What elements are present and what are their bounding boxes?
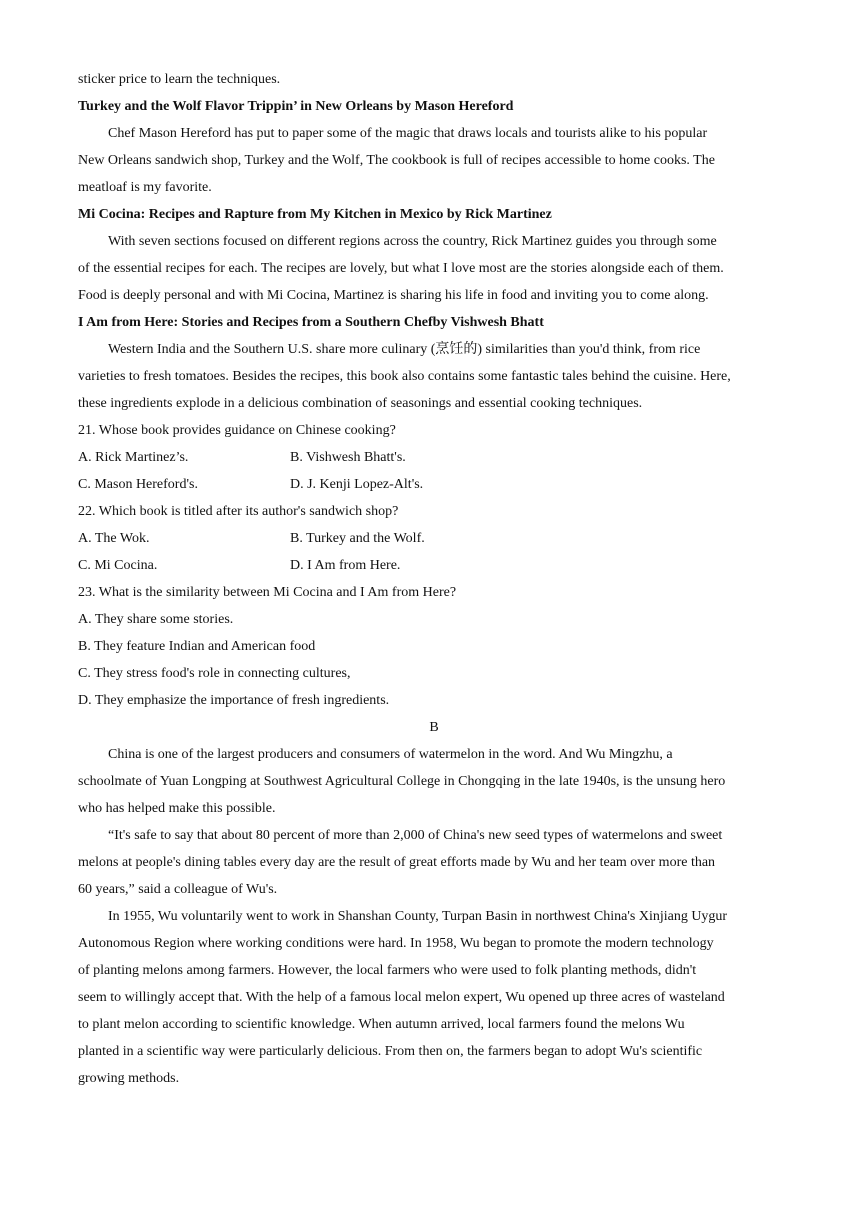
question-21-option-c: C. Mason Hereford's. (78, 477, 198, 492)
book-text-line: New Orleans sandwich shop, Turkey and the Wolf, The cookbook is full of recipes accessible to home cooks. The (78, 153, 715, 168)
question-23-stem: 23. What is the similarity between Mi Cocina and I Am from Here? (78, 585, 457, 600)
question-21-option-b: B. Vishwesh Bhatt's. (290, 450, 406, 465)
question-22-option-a: A. The Wok. (78, 531, 150, 546)
book-text-line: varieties to fresh tomatoes. Besides the recipes, this book also contains some fantastic tales behind the cuisine. Here, (78, 369, 731, 384)
question-23-option-b: B. They feature Indian and American food (78, 639, 316, 654)
passage-b-line: In 1955, Wu voluntarily went to work in Shanshan County, Turpan Basin in northwest China's Xinjiang Uygur (108, 909, 728, 924)
question-23-option-a: A. They share some stories. (78, 612, 234, 627)
question-22-option-c: C. Mi Cocina. (78, 558, 158, 573)
passage-b-line: China is one of the largest producers and consumers of watermelon in the word. And Wu Mingzhu, a (108, 747, 673, 762)
book-title-i-am-from-here: I Am from Here: Stories and Recipes from a Southern Chefby Vishwesh Bhatt (78, 315, 544, 330)
question-21-options-row (78, 471, 790, 498)
question-22-stem: 22. Which book is titled after its author's sandwich shop? (78, 504, 399, 519)
book-text-line: Western India and the Southern U.S. share more culinary (烹饪的) similarities than you'd think, from rice (108, 342, 701, 357)
passage-b-line: who has helped make this possible. (78, 801, 276, 816)
passage-b-line: planted in a scientific way were particularly delicious. From then on, the farmers began to adopt Wu's scientific (78, 1044, 703, 1059)
question-21-option-a: A. Rick Martinez’s. (78, 450, 189, 465)
book-title-turkey-and-the-wolf: Turkey and the Wolf Flavor Trippin’ in New Orleans by Mason Hereford (78, 99, 514, 114)
passage-b-line: 60 years,” said a colleague of Wu's. (78, 882, 278, 897)
book-text-line: Food is deeply personal and with Mi Cocina, Martinez is sharing his life in food and inviting you to come along. (78, 288, 709, 303)
passage-b-line: Autonomous Region where working conditions were hard. In 1958, Wu began to promote the modern technology (78, 936, 714, 951)
book-text-line: of the essential recipes for each. The recipes are lovely, but what I love most are the stories alongside each of them. (78, 261, 724, 276)
question-22-options-row (78, 552, 790, 579)
book-text-line: Chef Mason Hereford has put to paper some of the magic that draws locals and tourists alike to his popular (108, 126, 708, 141)
passage-b-line: melons at people's dining tables every day are the result of great efforts made by Wu and her team over more than (78, 855, 716, 870)
intro-tail-line: sticker price to learn the techniques. (78, 72, 281, 87)
question-23-option-c: C. They stress food's role in connecting cultures, (78, 666, 351, 681)
book-text-line: these ingredients explode in a delicious combination of seasonings and essential cooking techniques. (78, 396, 643, 411)
passage-b-line: to plant melon according to scientific knowledge. When autumn arrived, local farmers found the melons Wu (78, 1017, 685, 1032)
passage-b-line: “It's safe to say that about 80 percent of more than 2,000 of China's new seed types of watermelons and sweet (108, 828, 723, 843)
question-21-option-d: D. J. Kenji Lopez-Alt's. (290, 477, 424, 492)
book-title-mi-cocina: Mi Cocina: Recipes and Rapture from My Kitchen in Mexico by Rick Martinez (78, 207, 552, 222)
book-text-line: With seven sections focused on different regions across the country, Rick Martinez guides you through some (108, 234, 717, 249)
passage-b-line: seem to willingly accept that. With the help of a famous local melon expert, Wu opened up three acres of wasteland (78, 990, 725, 1005)
question-21-stem: 21. Whose book provides guidance on Chinese cooking? (78, 423, 396, 438)
question-22-option-b: B. Turkey and the Wolf. (290, 531, 425, 546)
passage-b-line: of planting melons among farmers. However, the local farmers who were used to folk planting methods, didn't (78, 963, 697, 978)
question-22-option-d: D. I Am from Here. (290, 558, 401, 573)
question-23-option-d: D. They emphasize the importance of fresh ingredients. (78, 693, 390, 708)
passage-b-line: growing methods. (78, 1071, 180, 1086)
section-b-label: B (429, 720, 439, 735)
passage-b-line: schoolmate of Yuan Longping at Southwest Agricultural College in Chongqing in the late 1940s, is the unsung hero (78, 774, 726, 789)
question-21-options-row (78, 444, 790, 471)
question-22-options-row (78, 525, 790, 552)
book-text-line: meatloaf is my favorite. (78, 180, 212, 195)
document-page (78, 66, 790, 1092)
